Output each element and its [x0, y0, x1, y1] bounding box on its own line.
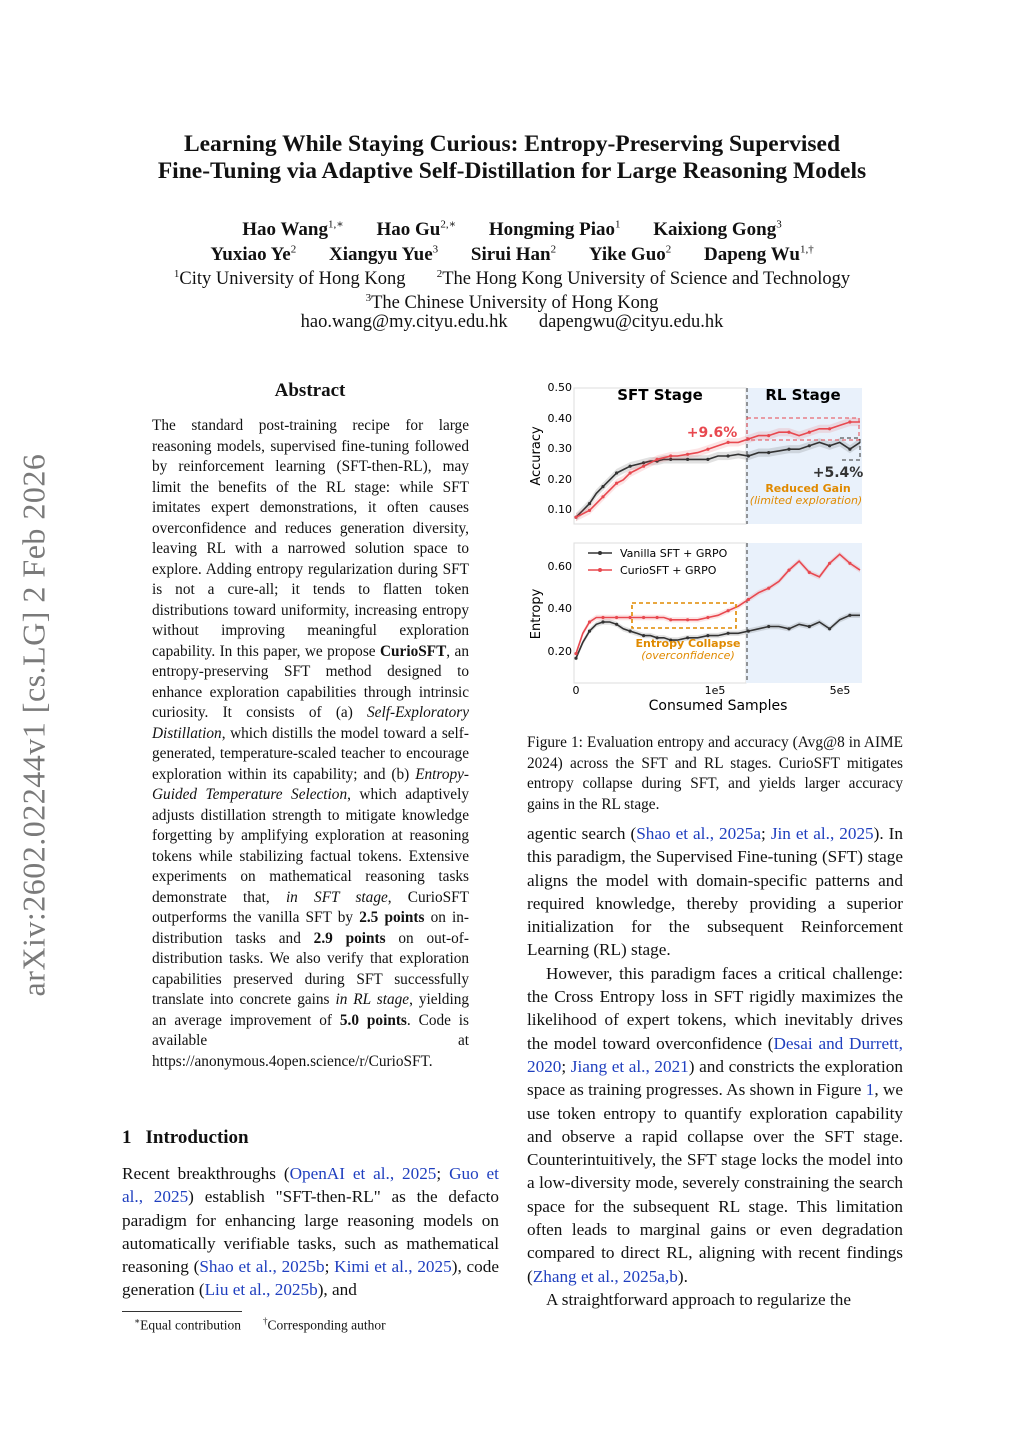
data-point-curiosft-grpo	[588, 620, 591, 623]
data-point-vanilla-sft-grpo	[615, 471, 618, 474]
annotation-reduced-gain: Reduced Gain	[765, 482, 851, 495]
annotation-limited-exploration: (limited exploration)	[749, 494, 863, 507]
email[interactable]: dapengwu@cityu.edu.hk	[538, 312, 724, 332]
legend-label: CurioSFT + GRPO	[620, 564, 717, 577]
y-tick-label: 0.50	[547, 381, 572, 394]
y-tick-label: 0.10	[547, 503, 572, 516]
stage-label: SFT Stage	[617, 386, 703, 404]
data-point-vanilla-sft-grpo	[808, 444, 811, 447]
annotation-vanilla-gain: +5.4%	[812, 465, 864, 481]
data-point-curiosft-grpo	[669, 618, 672, 621]
data-point-vanilla-sft-grpo	[787, 448, 790, 451]
emails	[0, 310, 1024, 334]
y-tick-label: 0.60	[547, 560, 572, 573]
data-point-curiosft-grpo	[615, 482, 618, 485]
citation-link[interactable]: Shao et al., 2025b	[199, 1257, 325, 1277]
citation-link[interactable]: Desai and Durrett, 2020	[527, 1033, 903, 1076]
author: Hao Wang$^{1,∗}$	[242, 219, 344, 241]
x-tick-label: 5e5	[829, 684, 851, 697]
x-tick-label: 0	[572, 684, 580, 697]
title-line-2: Fine-Tuning via Adaptive Self-Distillation for Large Reasoning Models	[157, 158, 867, 184]
data-point-vanilla-sft-grpo	[601, 485, 604, 488]
figure-ref-link[interactable]: 1	[865, 1080, 875, 1100]
data-point-vanilla-sft-grpo	[808, 625, 811, 628]
author: Xiangyu Yue$^3$	[328, 244, 439, 266]
data-point-curiosft-grpo	[828, 562, 831, 565]
abstract-heading: Abstract	[274, 380, 346, 401]
arxiv-id[interactable]: arXiv:2602.02244v1 [cs.LG] 2 Feb 2026	[15, 453, 52, 997]
author: Yike Guo$^2$	[588, 244, 672, 266]
email[interactable]: hao.wang@my.cityu.edu.hk	[300, 312, 508, 332]
data-point-vanilla-sft-grpo	[706, 458, 709, 461]
data-point-curiosft-grpo	[588, 509, 591, 512]
data-point-curiosft-grpo	[686, 453, 689, 456]
data-point-vanilla-sft-grpo	[767, 451, 770, 454]
accuracy-panel	[529, 381, 863, 524]
data-point-vanilla-sft-grpo	[767, 625, 770, 628]
author: Dapeng $Wu^{1,\dagger}$	[704, 244, 814, 266]
footnotes: ∗Equal contribution †Corresponding author	[134, 1316, 386, 1333]
author: Yuxiao Ye$^2$	[210, 244, 297, 266]
y-tick-label: 0.40	[547, 412, 572, 425]
data-point-vanilla-sft-grpo	[848, 614, 851, 617]
data-point-curiosft-grpo	[642, 616, 645, 619]
data-point-curiosft-grpo	[706, 448, 709, 451]
data-point-curiosft-grpo	[574, 652, 577, 655]
y-tick-label: 0.30	[547, 442, 572, 455]
paragraph: agentic search (Shao et al., 2025a; Jin et al., 2025). In this paradigm, the Supervised Fine-tuning (SFT) stage aligns the model with domain-specific patterns and required knowledge, thereby providing a superior initialization for the subsequent Reinforcement Learning (RL) stage.	[527, 824, 903, 960]
data-point-curiosft-grpo	[642, 465, 645, 468]
paragraph: However, this paradigm faces a critical challenge: the Cross Entropy loss in SFT rigidly maximizes the likelihood of expert tokens, which inevitably drives the model toward overconfidence (Desai and Durrett, 2020; Jiang et al., 2021) and constricts the exploration space as training progresses. As shown in Figure 1, we use token entropy to quantify exploration capability and observe a rapid collapse over the SFT stage. Counterintuitively, the SFT stage locks the model into a low-diversity mode, severely constraining the search space for the subsequent RL stage. This limitation often leads to marginal gains or even degradation compared to direct RL, aligning with recent findings (Zhang et al., 2025a,b).	[527, 963, 903, 1286]
figure-1	[522, 376, 910, 716]
data-point-vanilla-sft-grpo	[727, 632, 730, 635]
data-point-curiosft-grpo	[767, 434, 770, 437]
paper-title	[0, 131, 1024, 185]
x-tick-label: 1e5	[704, 684, 726, 697]
annotation-overconfidence: (overconfidence)	[641, 649, 735, 662]
data-point-curiosft-grpo	[848, 562, 851, 565]
data-point-vanilla-sft-grpo	[747, 630, 750, 633]
data-point-vanilla-sft-grpo	[828, 444, 831, 447]
data-point-curiosft-grpo	[686, 618, 689, 621]
footnote-rule	[122, 1311, 242, 1312]
data-point-vanilla-sft-grpo	[588, 630, 591, 633]
data-point-curiosft-grpo	[629, 616, 632, 619]
author: Kaixiong Gong$^3$	[653, 219, 782, 241]
data-point-curiosft-grpo	[787, 569, 790, 572]
x-axis-label: Consumed Samples	[648, 698, 788, 714]
data-point-vanilla-sft-grpo	[629, 630, 632, 633]
section-heading: 1 Introduction	[122, 1127, 249, 1148]
citation-link[interactable]: Jiang et al., 2021	[570, 1056, 689, 1076]
data-point-vanilla-sft-grpo	[615, 623, 618, 626]
data-point-curiosft-grpo	[574, 516, 577, 519]
y-axis-label: Entropy	[529, 588, 544, 640]
data-point-vanilla-sft-grpo	[828, 627, 831, 630]
citation-link[interactable]: Jin et al., 2025	[770, 824, 874, 843]
intro-paragraph: Recent breakthroughs (OpenAI et al., 2025; Guo et al., 2025) establish "SFT-then-RL" as the defacto paradigm for enhancing large reasoning models on automatically verifiable tasks, such as mathematical reasoning (Shao et al., 2025b; Kimi et al., 2025), code generation (Liu et al., 2025b), and	[122, 1164, 499, 1300]
data-point-curiosft-grpo	[828, 427, 831, 430]
entropy-panel	[529, 543, 862, 714]
data-point-curiosft-grpo	[656, 458, 659, 461]
data-point-curiosft-grpo	[669, 454, 672, 457]
data-point-vanilla-sft-grpo	[629, 465, 632, 468]
data-point-curiosft-grpo	[747, 598, 750, 601]
affiliation: $^1$City University of Hong Kong	[173, 268, 406, 290]
citation-link[interactable]: Zhang et al., 2025a,b	[532, 1266, 678, 1286]
citation-link[interactable]: Guo et al., 2025	[122, 1164, 499, 1207]
citation-link[interactable]: OpenAI et al., 2025	[289, 1164, 437, 1183]
legend	[580, 545, 740, 581]
citation-link[interactable]: Shao et al., 2025a	[636, 824, 762, 843]
y-tick-label: 0.20	[547, 645, 572, 658]
paragraph: A straightforward approach to regularize the	[546, 1289, 851, 1309]
right-column-text	[527, 822, 903, 1311]
figure-caption: Figure 1: Evaluation entropy and accuracy (Avg@8 in AIME 2024) across the SFT and RL stages. CurioSFT mitigates entropy collapse during SFT, and yields larger accuracy gains in the RL stage.	[527, 734, 903, 813]
data-point-vanilla-sft-grpo	[848, 448, 851, 451]
title-line-1: Learning While Staying Curious: Entropy-Preserving Supervised	[183, 131, 841, 157]
author: Hao $Gu^{2,∗}$	[376, 219, 457, 241]
y-axis-label: Accuracy	[529, 426, 544, 486]
y-tick-label: 0.40	[547, 602, 572, 615]
data-point-curiosft-grpo	[727, 609, 730, 612]
annotation-curio-gain: +9.6%	[686, 425, 738, 441]
legend-label: Vanilla SFT + GRPO	[620, 547, 728, 560]
affiliation: $^2$The Hong Kong University of Science and Technology	[436, 268, 851, 290]
abstract-body: The standard post-training recipe for large reasoning models, supervised fine-tuning followed by reinforcement learning (SFT-then-RL), may limit the benefits of the RL stage: while SFT imitates expert demonstrations, it often causes overconfidence and reduces generation diversity, leaving RL with a narrowed solution space to explore. Adding entropy regularization during SFT is not a cure-all; it tends to flatten token distributions toward uniformity, increasing entropy without improving meaningful exploration capability. In this paper, we propose CurioSFT, an entropy-preserving SFT method designed to enhance exploration capabilities through intrinsic curiosity. It consists of (a) Self-Exploratory Distillation, which distills the model toward a self-generated, temperature-scaled teacher to encourage exploration within its capability; and (b) Entropy-Guided Temperature Selection, which adaptively adjusts distillation strength to mitigate knowledge forgetting by amplifying exploration at reasoning tokens while stabilizing factual tokens. Extensive experiments on mathematical reasoning tasks demonstrate that, in SFT stage, CurioSFT outperforms the vanilla SFT by 2.5 points on in-distribution tasks and 2.9 points on out-of-distribution tasks. We also verify that exploration capabilities preserved during SFT successfully translate into concrete gains in RL stage, yielding an average improvement of 5.0 points. Code is available at https://anonymous.4open.science/r/CurioSFT.	[152, 417, 470, 1070]
author: Hongming Piao$^1$	[488, 219, 621, 241]
data-point-vanilla-sft-grpo	[787, 627, 790, 630]
data-point-curiosft-grpo	[848, 420, 851, 423]
data-point-curiosft-grpo	[629, 471, 632, 474]
data-point-vanilla-sft-grpo	[601, 620, 604, 623]
data-point-vanilla-sft-grpo	[574, 657, 577, 660]
data-point-curiosft-grpo	[787, 431, 790, 434]
annotation-entropy-collapse: Entropy Collapse	[635, 637, 741, 650]
data-point-curiosft-grpo	[808, 571, 811, 574]
data-point-curiosft-grpo	[601, 616, 604, 619]
data-point-curiosft-grpo	[767, 587, 770, 590]
citation-link[interactable]: Liu et al., 2025b	[204, 1280, 318, 1300]
affiliation: $^3$The Chinese University of Hong Kong	[365, 292, 659, 314]
data-point-curiosft-grpo	[808, 431, 811, 434]
y-tick-label: 0.20	[547, 473, 572, 486]
legend-marker	[598, 568, 602, 572]
data-point-curiosft-grpo	[727, 441, 730, 444]
legend-marker	[598, 551, 602, 555]
author: Sirui Han$^2$	[470, 244, 557, 266]
data-point-curiosft-grpo	[615, 616, 618, 619]
stage-label: RL Stage	[765, 386, 841, 404]
data-point-vanilla-sft-grpo	[588, 502, 591, 505]
citation-link[interactable]: Kimi et al., 2025	[334, 1257, 452, 1277]
data-point-vanilla-sft-grpo	[747, 454, 750, 457]
data-point-curiosft-grpo	[706, 616, 709, 619]
data-point-curiosft-grpo	[656, 616, 659, 619]
data-point-curiosft-grpo	[601, 495, 604, 498]
arxiv-sidebar	[12, 430, 56, 1020]
data-point-vanilla-sft-grpo	[727, 454, 730, 457]
